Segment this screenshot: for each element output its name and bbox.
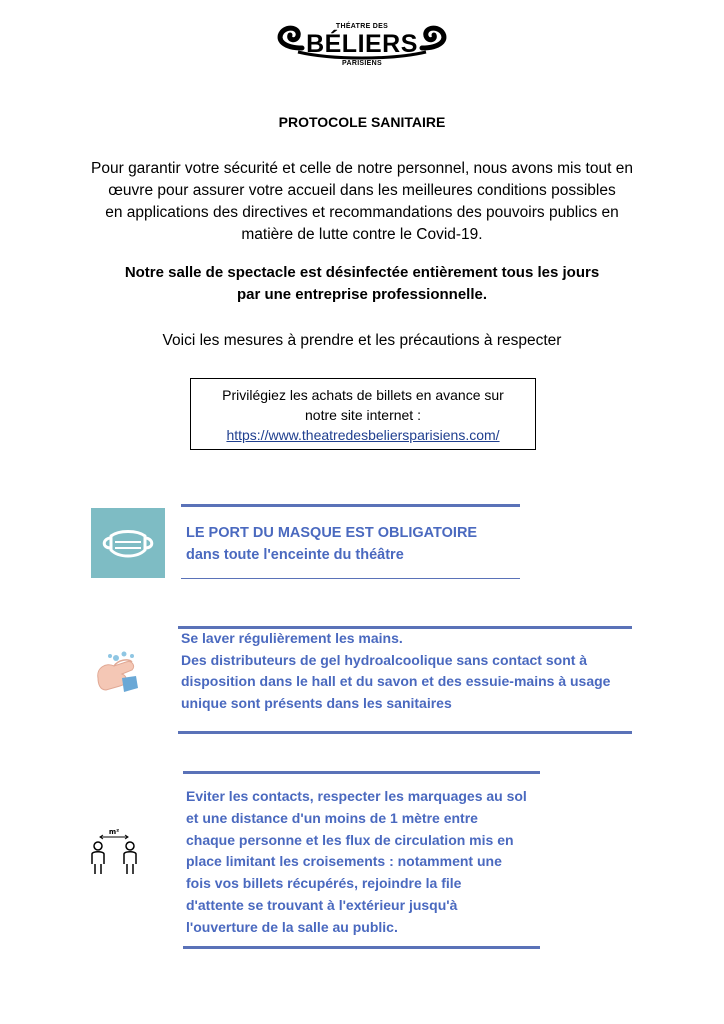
hands-line: Se laver régulièrement les mains. bbox=[181, 630, 403, 646]
face-mask-icon bbox=[91, 508, 165, 578]
mask-subtext: dans toute l'enceinte du théâtre bbox=[186, 547, 404, 563]
intro-line: en applications des directives et recommandations des pouvoirs publics en bbox=[105, 204, 619, 221]
booking-line: notre site internet : bbox=[305, 407, 421, 423]
social-distance-icon bbox=[86, 826, 142, 876]
hands-line: Des distributeurs de gel hydroalcoolique sans contact sont à bbox=[181, 651, 588, 668]
distance-text bbox=[186, 786, 546, 939]
page-title: PROTOCOLE SANITAIRE bbox=[278, 114, 446, 130]
section-rule bbox=[183, 771, 540, 774]
distance-line: l'ouverture de la salle au public. bbox=[186, 918, 398, 935]
booking-box bbox=[190, 378, 536, 450]
intro-line: œuvre pour assurer votre accueil dans les meilleures conditions possibles bbox=[108, 182, 616, 199]
distance-line: et une distance d'un moins de 1 mètre entre bbox=[186, 809, 478, 826]
section-rule bbox=[181, 578, 520, 579]
logo-bottom-text: PARISIENS bbox=[342, 60, 382, 67]
distance-line: chaque personne et les flux de circulation mis en bbox=[186, 831, 514, 848]
theatre-logo bbox=[272, 22, 452, 72]
hand-washing-text bbox=[181, 628, 631, 714]
intro-line: matière de lutte contre le Covid-19. bbox=[241, 226, 483, 243]
note-line: Notre salle de spectacle est désinfectée entièrement tous les jours bbox=[124, 264, 600, 281]
section-rule bbox=[181, 504, 520, 507]
hands-line: unique sont présents dans les sanitaires bbox=[181, 694, 452, 711]
website-link[interactable]: https://www.theatredesbeliersparisiens.com/ bbox=[226, 427, 500, 443]
measures-intro: Voici les mesures à prendre et les précautions à respecter bbox=[162, 332, 562, 349]
logo-top-text: THÉATRE DES bbox=[335, 23, 389, 30]
note-line: par une entreprise professionnelle. bbox=[236, 286, 488, 303]
distance-line: d'attente se trouvant à l'extérieur jusqu'à bbox=[186, 896, 458, 913]
mask-heading: LE PORT DU MASQUE EST OBLIGATOIRE bbox=[186, 525, 478, 541]
distance-line: place limitant les croisements : notamment une bbox=[186, 853, 502, 870]
intro-line: Pour garantir votre sécurité et celle de notre personnel, nous avons mis tout en bbox=[91, 160, 633, 177]
hand-washing-icon bbox=[92, 648, 144, 698]
booking-line: Privilégiez les achats de billets en avance sur bbox=[222, 387, 504, 403]
distance-line: fois vos billets récupérés, rejoindre la file bbox=[186, 875, 462, 892]
distance-icon-label: m² bbox=[108, 828, 120, 836]
section-rule bbox=[183, 946, 540, 949]
distance-line: Eviter les contacts, respecter les marquages au sol bbox=[186, 788, 527, 804]
section-rule bbox=[178, 731, 632, 734]
intro-paragraph bbox=[40, 158, 684, 246]
disinfection-note bbox=[60, 262, 664, 306]
hands-line: disposition dans le hall et du savon et des essuie-mains à usage bbox=[181, 673, 611, 689]
logo-main-text: BÉLIERS bbox=[306, 30, 418, 58]
